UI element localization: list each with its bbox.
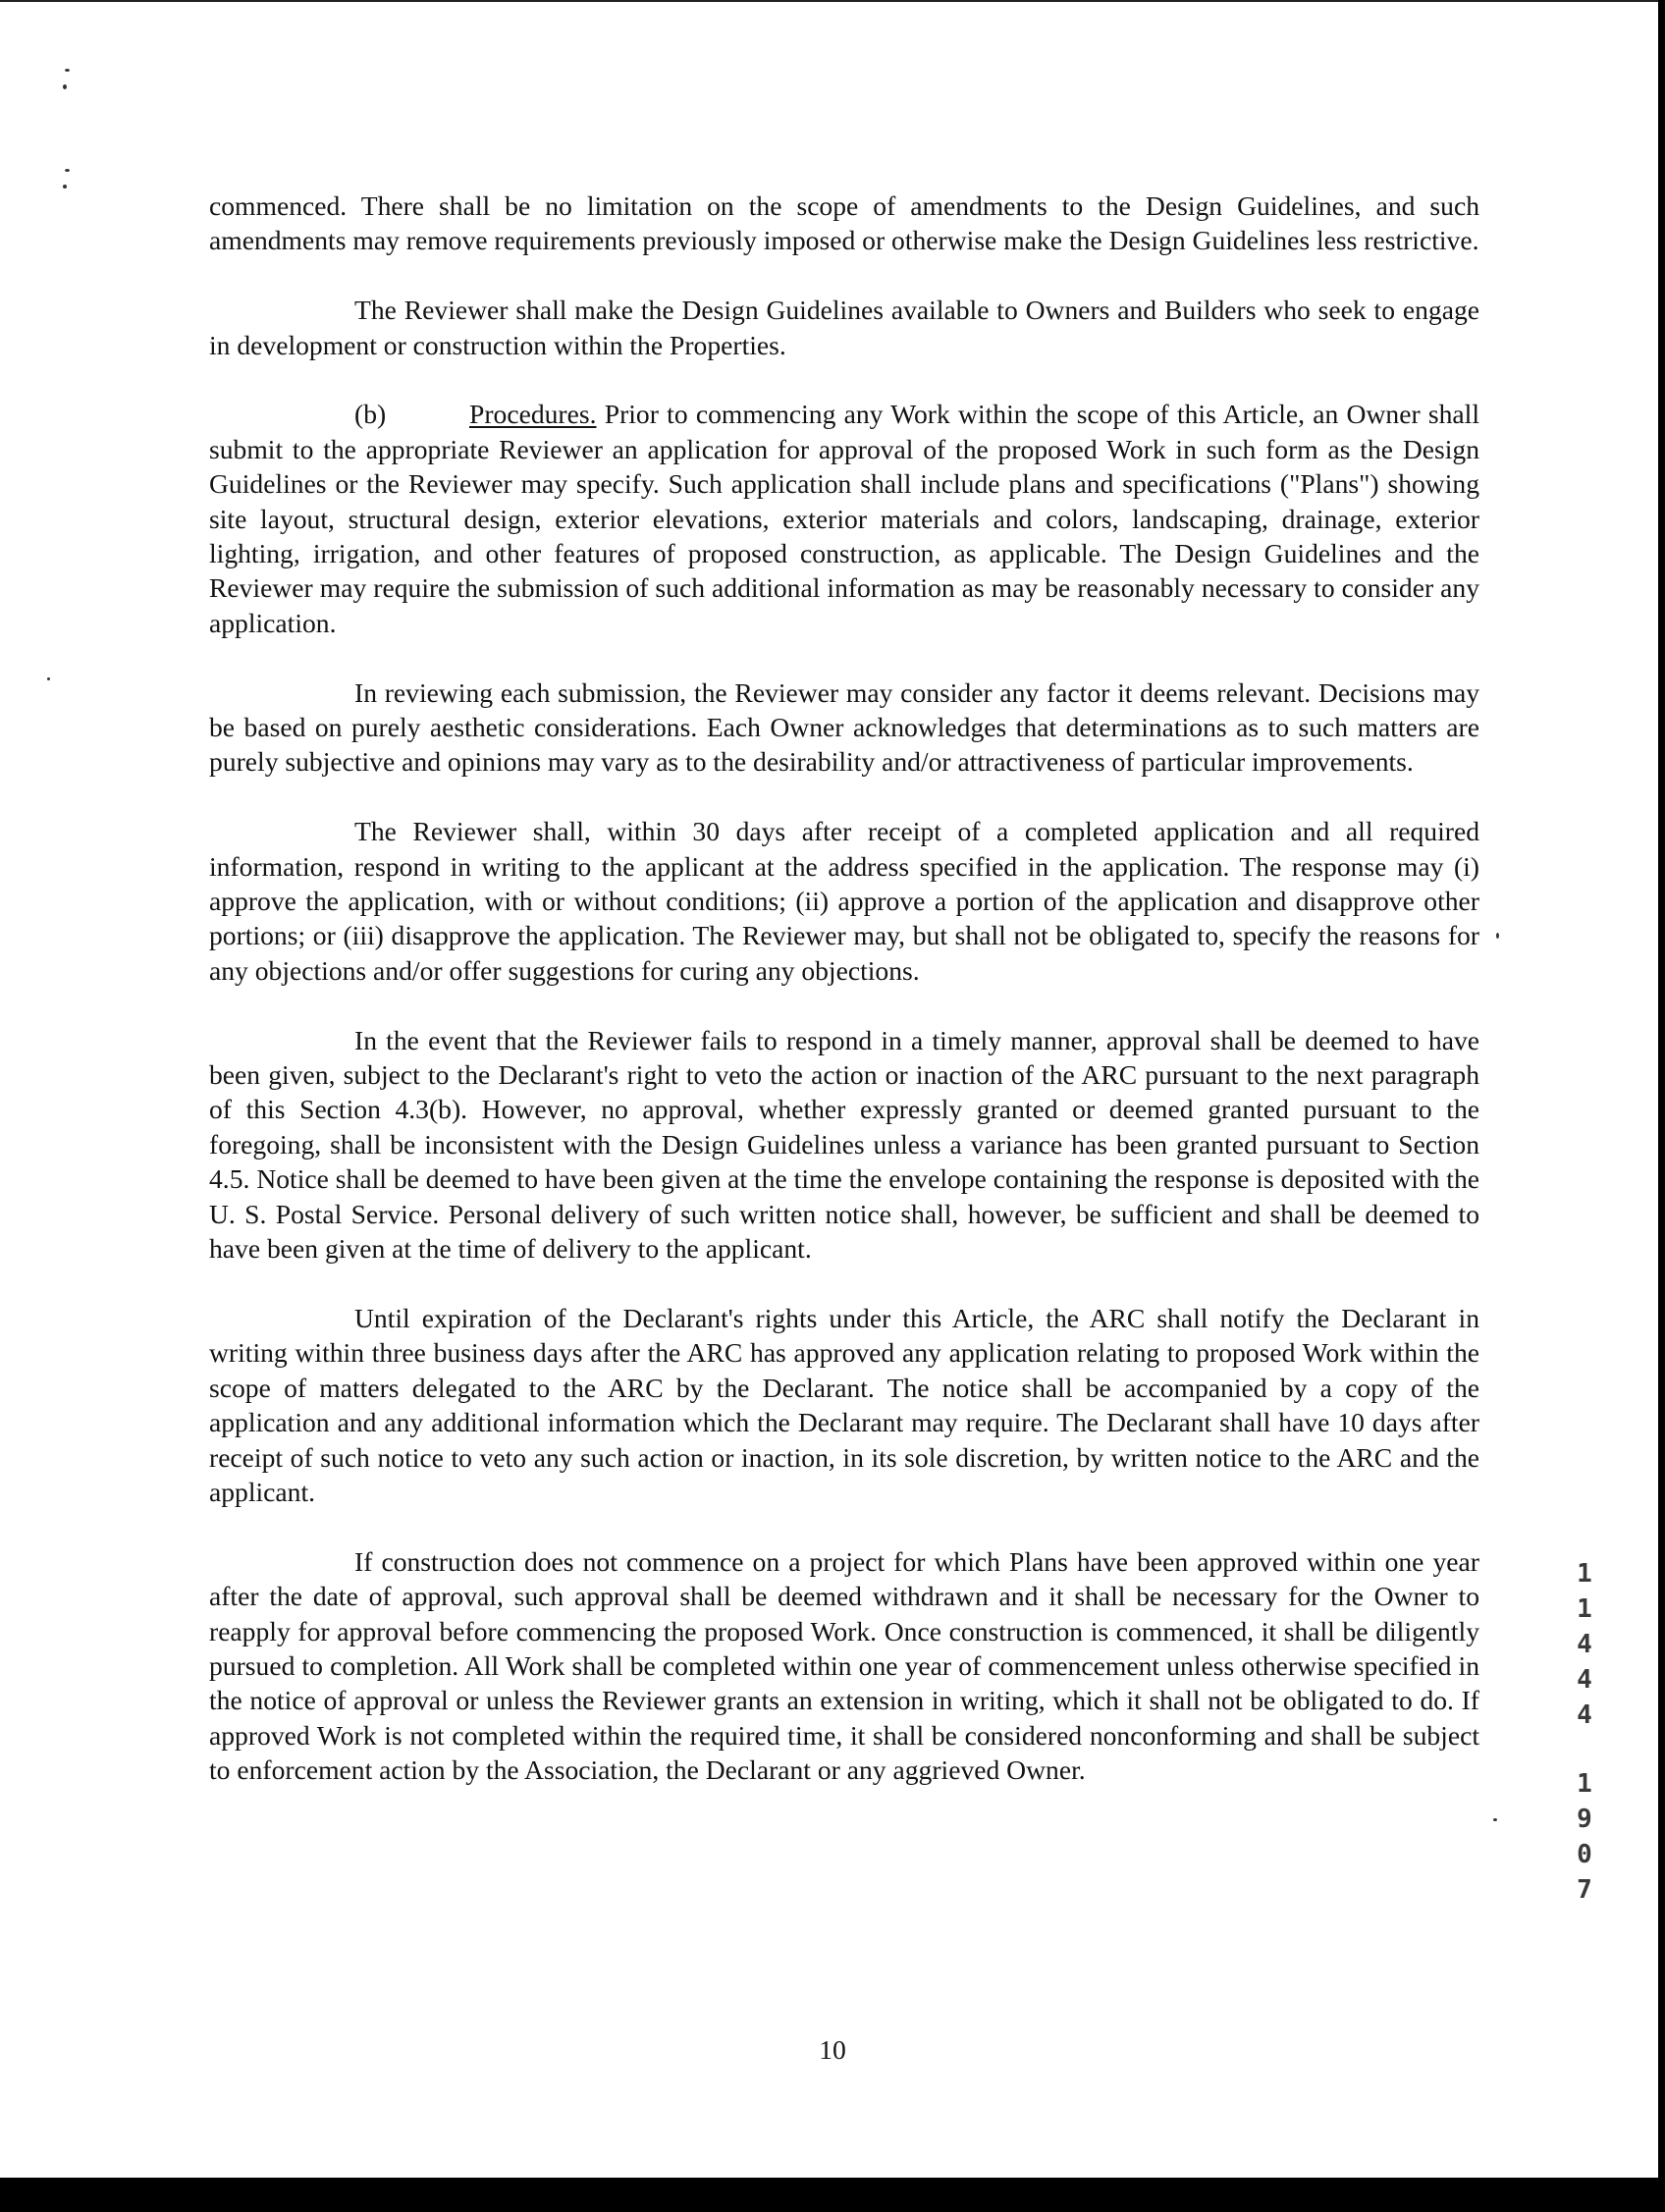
paragraph-8: If construction does not commence on a project for which Plans have been approved within one year after the date of approval, such approval shall be deemed withdrawn and it shall be necessary for the Owner to reapply for approval before commencing the proposed Work. Once construction is commenced, it shall be diligently pursued to completion. All Work shall be completed within one year of commencement unless otherwise specified in the notice of approval or unless the Reviewer grants an extension in writing, which it shall not be obligated to do. If approved Work is not completed within the required time, it shall be considered nonconforming and shall be subject to enforcement action by the Association, the Declarant or any aggrieved Owner. [209,1545,1479,1786]
paragraph-7: Until expiration of the Declarant's rights under this Article, the ARC shall notify the Declarant in writing within three business days after the ARC has approved any application relating to proposed Work within the scope of matters delegated to the ARC by the Declarant. The notice shall be accompanied by a copy of the application and any additional information which the Declarant may require. The Declarant shall have 10 days after receipt of such notice to veto any such action or inaction, in its sole discretion, by written notice to the ARC and the applicant. [209,1302,1479,1507]
scan-speck [63,185,67,189]
stamp-digit: 9 [1577,1805,1592,1834]
scan-speck [63,84,67,89]
stamp-digit: 4 [1577,1630,1592,1659]
paragraph-1: commenced. There shall be no limitation on the scope of amendments to the Design Guidelines, and such amendments may remove requirements previously imposed or otherwise make the Design Guidelines less restrictive. [209,190,1479,256]
stamp-gap [1568,1733,1601,1766]
paragraph-5: The Reviewer shall, within 30 days after receipt of a completed application and all required information, respond in writing to the applicant at the address specified in the application. The response may (i) approve the application, with or without conditions; (ii) approve a portion of the application and disapprove other portions; or (iii) disapprove the application. The Reviewer may, but shall not be obligated to, specify the reasons for any objections and/or offer suggestions for curing any objections. [209,816,1479,986]
paragraph-procedures [209,397,1479,640]
margin-recording-stamp [1568,1556,1601,1908]
stamp-digit: 4 [1577,1700,1592,1730]
paragraph-2: The Reviewer shall make the Design Guidelines available to Owners and Builders who seek to engage in development or construction within the Properties. [209,295,1479,360]
scan-speck [47,677,50,680]
stamp-digit: 7 [1577,1875,1592,1905]
stamp-digit: 1 [1577,1769,1592,1799]
stamp-digit: 4 [1577,1665,1592,1695]
stamp-digit: 1 [1577,1559,1592,1589]
scan-speck [65,169,70,172]
scan-top-edge [0,0,1665,2]
page-number: 10 [819,2034,846,2065]
body-text [209,189,1479,1822]
stamp-digit: 1 [1577,1594,1592,1624]
stamp-digit: 0 [1577,1840,1592,1869]
scan-speck [1496,933,1499,939]
scan-speck [1493,1818,1497,1821]
scan-speck [65,69,70,72]
subsection-heading: Procedures. [469,399,597,430]
paragraph-4: In reviewing each submission, the Reviewer may consider any factor it deems relevant. Decisions may be based on purely aesthetic considerations. Each Owner acknowledges that determinations as to such matters are purely subjective and opinions may vary as to the desirability and/or attractiveness of particular improvements. [209,676,1479,778]
scan-bottom-edge [0,2178,1665,2212]
subsection-label: (b) [354,399,387,430]
scan-right-edge [1658,0,1665,2212]
procedures-text: Prior to commencing any Work within the scope of this Article, an Owner shall submit to the appropriate Reviewer an application for approval of the proposed Work in such form as the Design Guidelines or the Reviewer may specify. Such application shall include plans and specifications ("Plans") showing site layout, structural design, exterior elevations, exterior materials and colors, landscaping, drainage, exterior lighting, irrigation, and other features of proposed construction, as applicable. The Design Guidelines and the Reviewer may require the submission of such additional information as may be reasonably necessary to consider any application. [209,399,1479,638]
paragraph-6: In the event that the Reviewer fails to respond in a timely manner, approval shall be deemed to have been given, subject to the Declarant's right to veto the action or inaction of the ARC pursuant to the next paragraph of this Section 4.3(b). However, no approval, whether expressly granted or deemed granted pursuant to the foregoing, shall be inconsistent with the Design Guidelines unless a variance has been granted pursuant to Section 4.5. Notice shall be deemed to have been given at the time the envelope containing the response is deposited with the U. S. Postal Service. Personal delivery of such written notice shall, however, be sufficient and shall be deemed to have been given at the time of delivery to the applicant. [209,1024,1479,1265]
